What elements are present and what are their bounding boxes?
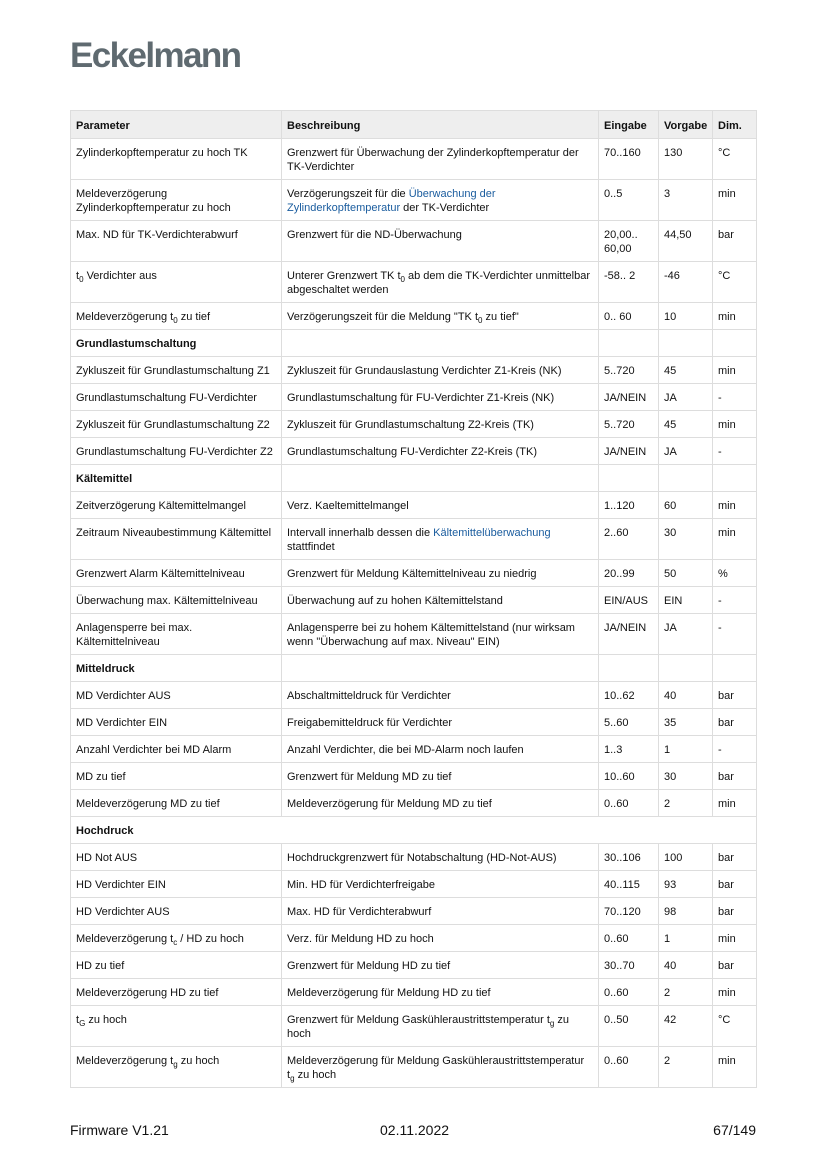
input-range-cell: 10..62 (599, 682, 659, 709)
description-cell: Grundlastumschaltung für FU-Verdichter Z1-Kreis (NK) (282, 384, 599, 411)
unit-cell: min (713, 357, 757, 384)
unit-cell: °C (713, 1006, 757, 1047)
table-row (71, 139, 757, 180)
description-cell: Intervall innerhalb dessen die Kältemittelüberwachung stattfindet (282, 519, 599, 560)
unit-cell: bar (713, 221, 757, 262)
cross-reference-link[interactable]: Kältemittelüberwachung (433, 527, 551, 539)
input-range-cell: 0..60 (599, 925, 659, 952)
default-value-cell: 2 (659, 979, 713, 1006)
table-row (71, 492, 757, 519)
table-row (71, 979, 757, 1006)
input-range-cell: 5..720 (599, 411, 659, 438)
input-range-cell: 10..60 (599, 763, 659, 790)
default-value-cell: 45 (659, 357, 713, 384)
footer-date: 02.11.2022 (380, 1122, 450, 1138)
table-row (71, 438, 757, 465)
parameter-cell: Meldeverzögerung $t_0$ zu tief (71, 303, 282, 330)
section-heading: Kältemittel (71, 465, 282, 492)
table-row (71, 221, 757, 262)
parameter-cell: $t_G$ zu hoch (71, 1006, 282, 1047)
table-body (71, 139, 757, 1088)
unit-cell: min (713, 492, 757, 519)
table-row (71, 560, 757, 587)
column-header-eingabe: Eingabe (599, 111, 659, 139)
parameter-cell: MD Verdichter AUS (71, 682, 282, 709)
description-cell: Verzögerungszeit für die Meldung "TK $t_0$ zu tief" (282, 303, 599, 330)
table-row (71, 180, 757, 221)
table-row (71, 871, 757, 898)
unit-cell: % (713, 560, 757, 587)
unit-cell: - (713, 384, 757, 411)
parameter-cell: HD zu tief (71, 952, 282, 979)
parameter-cell: Grundlastumschaltung FU-Verdichter (71, 384, 282, 411)
default-value-cell: EIN (659, 587, 713, 614)
table-row (71, 411, 757, 438)
input-range-cell: 1..120 (599, 492, 659, 519)
parameter-cell: Überwachung max. Kältemittelniveau (71, 587, 282, 614)
empty-cell (282, 330, 599, 357)
default-value-cell: 40 (659, 682, 713, 709)
input-range-cell: 0..60 (599, 979, 659, 1006)
unit-cell: min (713, 180, 757, 221)
input-range-cell: 5..60 (599, 709, 659, 736)
input-range-cell: 0..60 (599, 790, 659, 817)
unit-cell: min (713, 979, 757, 1006)
default-value-cell: 44,50 (659, 221, 713, 262)
parameter-cell: Zeitverzögerung Kältemittelmangel (71, 492, 282, 519)
description-cell: Verz. Kaeltemittelmangel (282, 492, 599, 519)
table-row (71, 614, 757, 655)
input-range-cell: JA/NEIN (599, 384, 659, 411)
default-value-cell: 50 (659, 560, 713, 587)
section-row (71, 817, 757, 844)
section-row (71, 655, 757, 682)
default-value-cell: JA (659, 384, 713, 411)
input-range-cell: 20..99 (599, 560, 659, 587)
parameter-table (70, 110, 757, 1088)
table-row (71, 844, 757, 871)
default-value-cell: 2 (659, 790, 713, 817)
default-value-cell: 98 (659, 898, 713, 925)
input-range-cell: 0..5 (599, 180, 659, 221)
parameter-cell: Anzahl Verdichter bei MD Alarm (71, 736, 282, 763)
unit-cell: min (713, 790, 757, 817)
default-value-cell: 130 (659, 139, 713, 180)
description-cell: Grenzwert für Überwachung der Zylinderkopftemperatur der TK-Verdichter (282, 139, 599, 180)
description-cell: Hochdruckgrenzwert für Notabschaltung (HD-Not-AUS) (282, 844, 599, 871)
table-row (71, 357, 757, 384)
parameter-cell: HD Verdichter EIN (71, 871, 282, 898)
table-row (71, 303, 757, 330)
empty-cell (599, 465, 659, 492)
eckelmann-logo: Eckelmann (70, 36, 241, 75)
default-value-cell: 1 (659, 736, 713, 763)
description-cell: Meldeverzögerung für Meldung HD zu tief (282, 979, 599, 1006)
default-value-cell: JA (659, 614, 713, 655)
parameter-cell: HD Verdichter AUS (71, 898, 282, 925)
section-row (71, 465, 757, 492)
unit-cell: - (713, 587, 757, 614)
description-cell: Zykluszeit für Grundauslastung Verdichter Z1-Kreis (NK) (282, 357, 599, 384)
empty-cell (659, 465, 713, 492)
input-range-cell: 0..60 (599, 1047, 659, 1088)
default-value-cell: 3 (659, 180, 713, 221)
description-cell: Grenzwert für die ND-Überwachung (282, 221, 599, 262)
unit-cell: bar (713, 709, 757, 736)
description-cell: Anzahl Verdichter, die bei MD-Alarm noch laufen (282, 736, 599, 763)
description-cell: Verz. für Meldung HD zu hoch (282, 925, 599, 952)
parameter-cell: Grenzwert Alarm Kältemittelniveau (71, 560, 282, 587)
parameter-cell: Meldeverzögerung $t_g$ zu hoch (71, 1047, 282, 1088)
table-row (71, 952, 757, 979)
unit-cell: bar (713, 682, 757, 709)
default-value-cell: 2 (659, 1047, 713, 1088)
default-value-cell: 42 (659, 1006, 713, 1047)
unit-cell: °C (713, 262, 757, 303)
parameter-cell: Anlagensperre bei max. Kältemittelniveau (71, 614, 282, 655)
unit-cell: bar (713, 763, 757, 790)
description-cell: Abschaltmitteldruck für Verdichter (282, 682, 599, 709)
empty-cell (599, 655, 659, 682)
default-value-cell: 1 (659, 925, 713, 952)
table-row (71, 898, 757, 925)
empty-cell (713, 330, 757, 357)
section-heading: Hochdruck (71, 817, 757, 844)
unit-cell: °C (713, 139, 757, 180)
description-cell: Anlagensperre bei zu hohem Kältemittelstand (nur wirksam wenn "Überwachung auf max. Niveau" EIN) (282, 614, 599, 655)
empty-cell (659, 655, 713, 682)
default-value-cell: 10 (659, 303, 713, 330)
default-value-cell: 30 (659, 763, 713, 790)
input-range-cell: 30..106 (599, 844, 659, 871)
description-cell: Min. HD für Verdichterfreigabe (282, 871, 599, 898)
parameter-cell: Max. ND für TK-Verdichterabwurf (71, 221, 282, 262)
unit-cell: min (713, 411, 757, 438)
input-range-cell: 5..720 (599, 357, 659, 384)
default-value-cell: 40 (659, 952, 713, 979)
footer-page-number: 67/149 (713, 1122, 756, 1138)
empty-cell (282, 465, 599, 492)
unit-cell: - (713, 736, 757, 763)
description-cell: Meldeverzögerung für Meldung Gaskühleraustrittstemperatur $t_g$ zu hoch (282, 1047, 599, 1088)
input-range-cell: 70..160 (599, 139, 659, 180)
description-cell: Max. HD für Verdichterabwurf (282, 898, 599, 925)
default-value-cell: JA (659, 438, 713, 465)
empty-cell (282, 655, 599, 682)
input-range-cell: 0.. 60 (599, 303, 659, 330)
description-cell: Grenzwert für Meldung Gaskühleraustrittstemperatur $t_g$ zu hoch (282, 1006, 599, 1047)
default-value-cell: 60 (659, 492, 713, 519)
table-header-row (71, 111, 757, 139)
input-range-cell: -58.. 2 (599, 262, 659, 303)
table-row (71, 763, 757, 790)
unit-cell: bar (713, 952, 757, 979)
description-cell: Zykluszeit für Grundlastumschaltung Z2-Kreis (TK) (282, 411, 599, 438)
cross-reference-link[interactable]: Überwachung der Zylinderkopftemperatur (287, 188, 496, 214)
table-row (71, 1047, 757, 1088)
unit-cell: min (713, 303, 757, 330)
column-header-beschreibung: Beschreibung (282, 111, 599, 139)
parameter-cell: Meldeverzögerung HD zu tief (71, 979, 282, 1006)
input-range-cell: 30..70 (599, 952, 659, 979)
unit-cell: bar (713, 844, 757, 871)
input-range-cell: 0..50 (599, 1006, 659, 1047)
table-row (71, 262, 757, 303)
input-range-cell: 2..60 (599, 519, 659, 560)
unit-cell: - (713, 438, 757, 465)
description-cell: Grenzwert für Meldung MD zu tief (282, 763, 599, 790)
section-heading: Mitteldruck (71, 655, 282, 682)
input-range-cell: JA/NEIN (599, 438, 659, 465)
parameter-cell: $t_0$ Verdichter aus (71, 262, 282, 303)
section-heading: Grundlastumschaltung (71, 330, 282, 357)
parameter-cell: HD Not AUS (71, 844, 282, 871)
unit-cell: min (713, 1047, 757, 1088)
description-cell: Verzögerungszeit für die Überwachung der Zylinderkopftemperatur der TK-Verdichter (282, 180, 599, 221)
table-row (71, 1006, 757, 1047)
input-range-cell: EIN/AUS (599, 587, 659, 614)
empty-cell (599, 330, 659, 357)
description-cell: Grundlastumschaltung FU-Verdichter Z2-Kreis (TK) (282, 438, 599, 465)
parameter-cell: Meldeverzögerung $t_c$ / HD zu hoch (71, 925, 282, 952)
input-range-cell: 1..3 (599, 736, 659, 763)
parameter-cell: MD Verdichter EIN (71, 709, 282, 736)
table-row (71, 709, 757, 736)
default-value-cell: -46 (659, 262, 713, 303)
unit-cell: min (713, 925, 757, 952)
parameter-cell: Meldeverzögerung Zylinderkopftemperatur zu hoch (71, 180, 282, 221)
column-header-dim: Dim. (713, 111, 757, 139)
description-cell: Grenzwert für Meldung Kältemittelniveau zu niedrig (282, 560, 599, 587)
empty-cell (713, 465, 757, 492)
default-value-cell: 93 (659, 871, 713, 898)
table-row (71, 587, 757, 614)
parameter-cell: MD zu tief (71, 763, 282, 790)
unit-cell: bar (713, 871, 757, 898)
default-value-cell: 100 (659, 844, 713, 871)
table-row (71, 384, 757, 411)
default-value-cell: 45 (659, 411, 713, 438)
empty-cell (659, 330, 713, 357)
parameter-cell: Meldeverzögerung MD zu tief (71, 790, 282, 817)
input-range-cell: 70..120 (599, 898, 659, 925)
table-row (71, 736, 757, 763)
table-row (71, 682, 757, 709)
parameter-cell: Zykluszeit für Grundlastumschaltung Z1 (71, 357, 282, 384)
table-row (71, 925, 757, 952)
footer-firmware: Firmware V1.21 (70, 1122, 169, 1138)
default-value-cell: 30 (659, 519, 713, 560)
description-cell: Meldeverzögerung für Meldung MD zu tief (282, 790, 599, 817)
description-cell: Überwachung auf zu hohen Kältemittelstand (282, 587, 599, 614)
description-cell: Freigabemitteldruck für Verdichter (282, 709, 599, 736)
table-row (71, 519, 757, 560)
parameter-cell: Grundlastumschaltung FU-Verdichter Z2 (71, 438, 282, 465)
input-range-cell: 40..115 (599, 871, 659, 898)
parameter-cell: Zeitraum Niveaubestimmung Kältemittel (71, 519, 282, 560)
input-range-cell: JA/NEIN (599, 614, 659, 655)
unit-cell: - (713, 614, 757, 655)
section-row (71, 330, 757, 357)
parameter-cell: Zylinderkopftemperatur zu hoch TK (71, 139, 282, 180)
input-range-cell: 20,00.. 60,00 (599, 221, 659, 262)
table-row (71, 790, 757, 817)
column-header-vorgabe: Vorgabe (659, 111, 713, 139)
column-header-parameter: Parameter (71, 111, 282, 139)
parameter-cell: Zykluszeit für Grundlastumschaltung Z2 (71, 411, 282, 438)
description-cell: Grenzwert für Meldung HD zu tief (282, 952, 599, 979)
default-value-cell: 35 (659, 709, 713, 736)
description-cell: Unterer Grenzwert TK $t_0$ ab dem die TK-Verdichter unmittelbar abgeschaltet werden (282, 262, 599, 303)
unit-cell: min (713, 519, 757, 560)
empty-cell (713, 655, 757, 682)
unit-cell: bar (713, 898, 757, 925)
